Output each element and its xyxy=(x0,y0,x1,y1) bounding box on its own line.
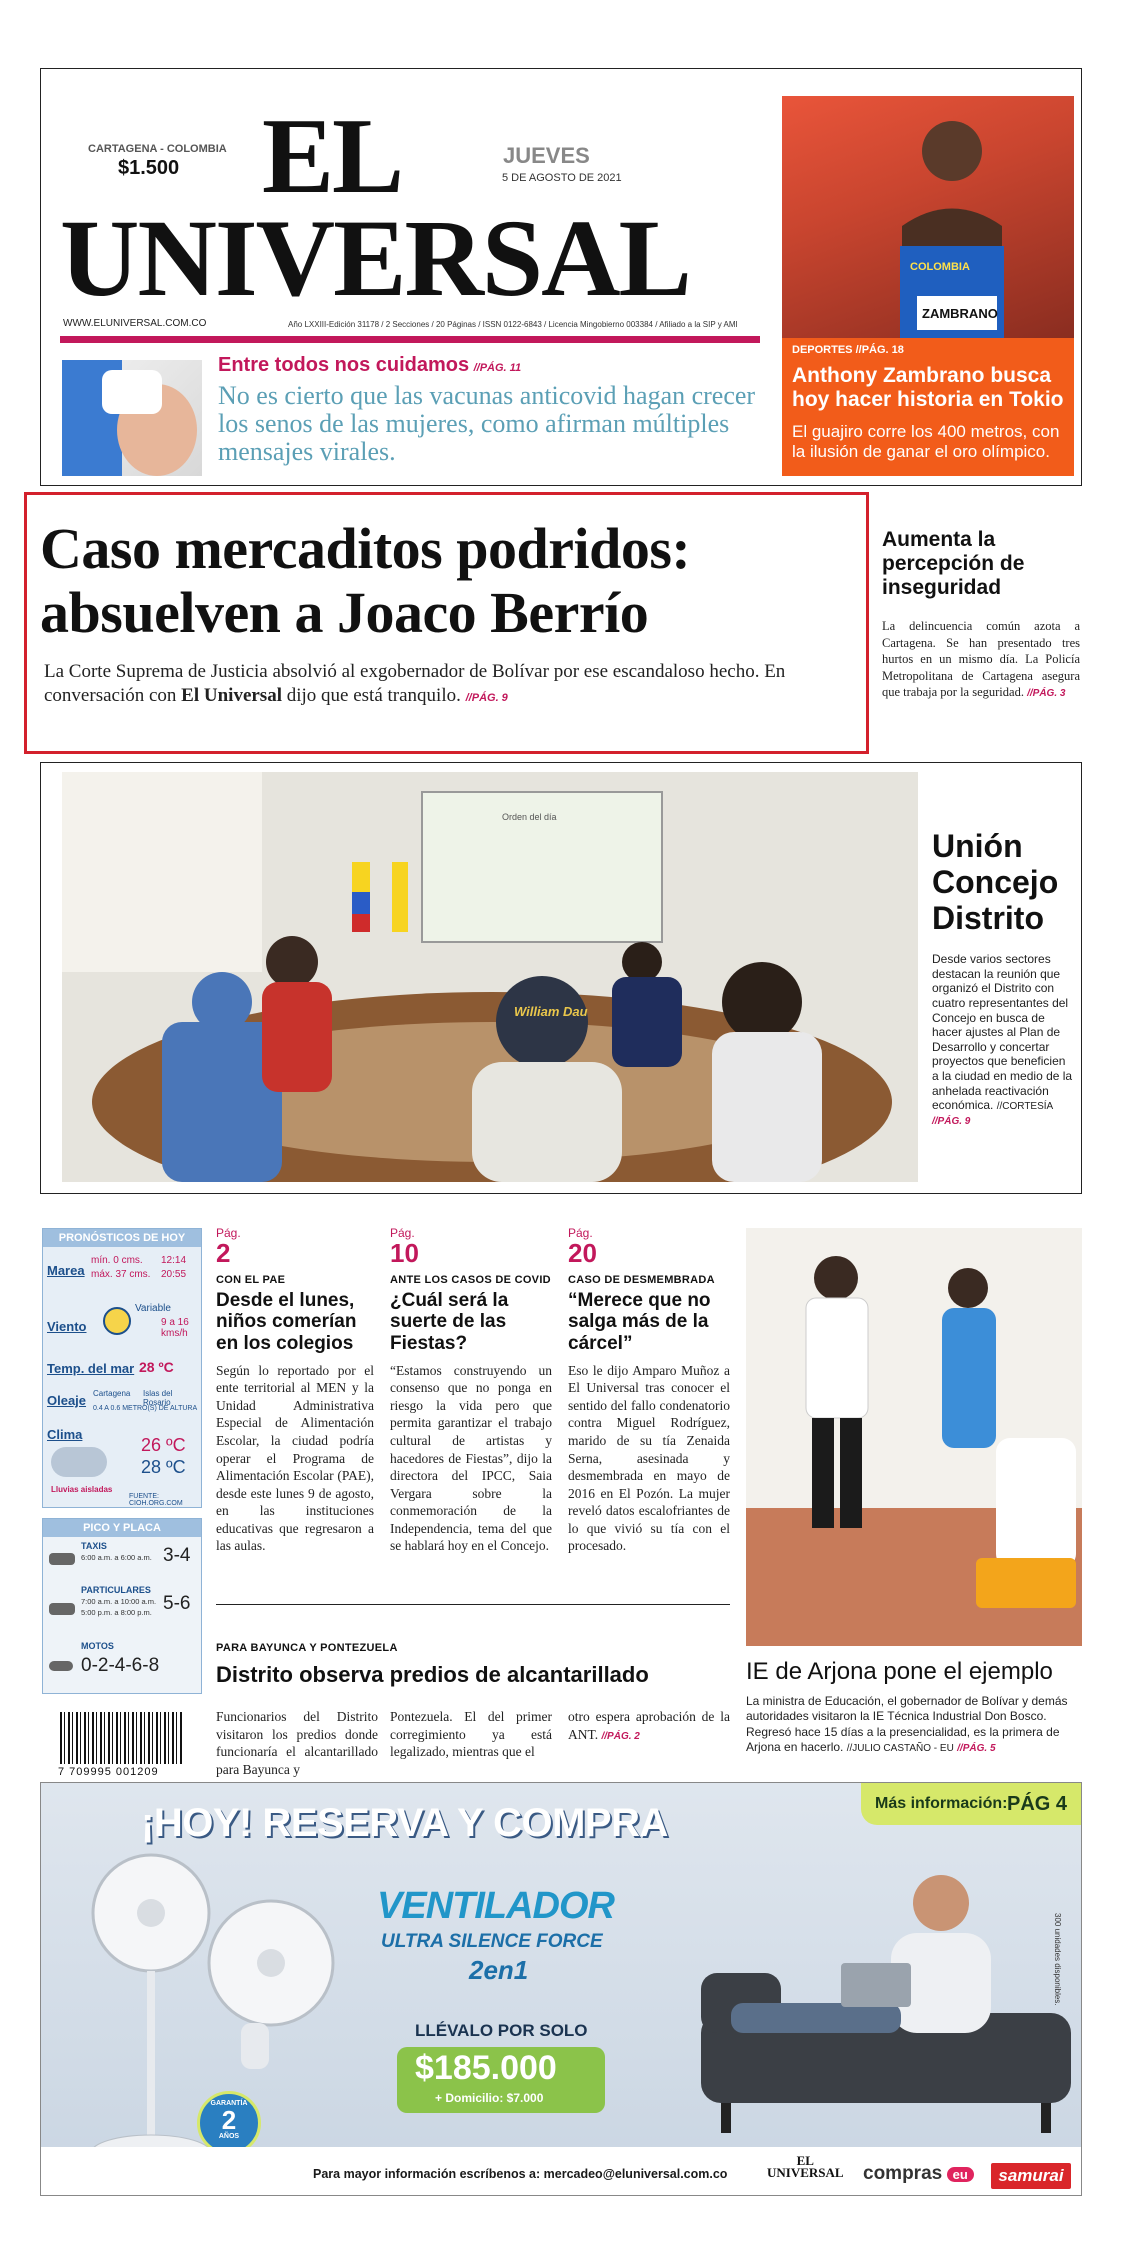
marea-time2: 20:55 xyxy=(161,1269,187,1280)
arjona-photo xyxy=(746,1228,1082,1646)
sports-headline: Anthony Zambrano busca hoy hacer historia en Tokio xyxy=(792,364,1064,411)
weather-title: PRONÓSTICOS DE HOY xyxy=(43,1229,201,1247)
oleaje-city1: Cartagena xyxy=(93,1389,131,1398)
brief-3-headline: “Merece que no salga más de la cárcel” xyxy=(568,1290,711,1354)
security-page-ref[interactable]: //PÁG. 3 xyxy=(1027,688,1066,699)
council-headline-line1[interactable]: Unión xyxy=(932,828,1023,864)
ad-logo2-text: compras xyxy=(863,2163,943,2184)
ad-more-page: PÁG 4 xyxy=(1007,1793,1068,1815)
ad-contact[interactable]: Para mayor información escríbenos a: mercadeo@eluniversal.com.co xyxy=(313,2167,728,2181)
viento-label: Viento xyxy=(47,1319,87,1334)
particulares-hours2: 5:00 p.m. a 8:00 p.m. xyxy=(81,1608,152,1617)
security-headline[interactable]: Aumenta la percepción de inseguridad xyxy=(882,528,1025,600)
marea-max: máx. 37 cms. xyxy=(91,1269,151,1280)
guarantee-top: GARANTÍA xyxy=(210,2100,248,2107)
ad-logo-el-universal xyxy=(767,2155,844,2178)
ad-logo-compras xyxy=(863,2163,974,2185)
particulares-hours1: 7:00 a.m. a 10:00 a.m. xyxy=(81,1597,157,1606)
guarantee-badge xyxy=(197,2091,261,2155)
masthead-day: JUEVES xyxy=(503,143,590,168)
ad-logo1-line1: EL xyxy=(796,2153,814,2168)
sports-page-ref[interactable]: //PÁG. 18 xyxy=(855,344,904,356)
guarantee-bottom: AÑOS xyxy=(218,2133,240,2140)
wind-compass-icon xyxy=(103,1307,131,1335)
masthead-edition-info: Año LXXIII-Edición 31178 / 2 Secciones / 20 Páginas / ISSN 0122-6843 / Licencia Mingobierno 003384 / Afiliado a la SIP y AMI xyxy=(288,320,738,329)
ad-logo-samurai: samurai xyxy=(991,2163,1071,2189)
lead-headline-line1: Caso mercaditos podridos: xyxy=(40,516,691,581)
lead-headline-line2: absuelven a Joaco Berrío xyxy=(40,580,649,645)
lead-text-before: La Corte Suprema de Justicia absolvió al exgobernador de Bolívar por ese escandaloso hecho. En conversación con xyxy=(44,661,786,706)
ad-price: $185.000 xyxy=(415,2049,557,2087)
arjona-page-ref[interactable]: //PÁG. 5 xyxy=(957,1743,996,1755)
ad-twoinone: 2en1 xyxy=(469,1955,529,1985)
sports-panel[interactable] xyxy=(782,338,1074,476)
man-sofa-illustration xyxy=(641,1843,1081,2143)
brief-column-3[interactable] xyxy=(568,1226,730,1555)
council-headline-line2[interactable]: Concejo xyxy=(932,864,1059,900)
council-photo xyxy=(62,772,918,1182)
council-summary xyxy=(932,952,1074,1129)
clima-label: Clima xyxy=(47,1427,83,1442)
council-cap-text: William Dau xyxy=(514,1004,588,1019)
vaccine-photo xyxy=(62,360,202,476)
lead-text-bold: El Universal xyxy=(181,684,282,706)
viento-direction: Variable xyxy=(135,1303,171,1314)
sewer-col3 xyxy=(568,1708,730,1743)
brief-3-kicker: CASO DE DESMEMBRADA xyxy=(568,1274,715,1286)
brief-2-pag-number: 10 xyxy=(390,1238,419,1268)
council-slide-title: Orden del día xyxy=(502,812,557,822)
masthead-city: CARTAGENA - COLOMBIA xyxy=(88,143,227,155)
brief-3-pag-number: 20 xyxy=(568,1238,597,1268)
clima-low: 28 ºC xyxy=(141,1457,186,1477)
sewer-col1: Funcionarios del Distrito visitaron los predios donde funcionaría el alcantarillado para Bayunca y xyxy=(216,1709,378,1777)
ad-more-info-badge[interactable] xyxy=(861,1783,1082,1825)
particulares-digits: 5-6 xyxy=(163,1593,191,1614)
marea-label: Marea xyxy=(47,1263,85,1278)
taxis-hours: 6:00 a.m. a 6:00 a.m. xyxy=(81,1553,152,1562)
sports-summary: El guajiro corre los 400 metros, con la ilusión de ganar el oro olímpico. xyxy=(792,422,1060,462)
sewer-col3-text: otro espera aprobación de la ANT. xyxy=(568,1709,730,1742)
jersey-text: COLOMBIA xyxy=(910,261,970,273)
oleaje-label: Oleaje xyxy=(47,1393,87,1408)
barcode-number: 7 709995 001209 xyxy=(58,1766,159,1778)
taxis-label: TAXIS xyxy=(81,1541,107,1551)
guarantee-number: 2 xyxy=(221,2105,237,2135)
briefs-divider xyxy=(216,1604,730,1605)
masthead-title-universal: UNIVERSAL xyxy=(60,197,690,319)
ad-logo2-badge: eu xyxy=(947,2167,974,2182)
barcode xyxy=(60,1712,184,1764)
council-headline-line3[interactable]: Distrito xyxy=(932,900,1044,936)
brief-2-pag-label: Pág. xyxy=(390,1226,415,1240)
moto-icon xyxy=(49,1661,73,1671)
ad-logo1-line2: UNIVERSAL xyxy=(767,2164,844,2180)
mar-temp: 28 ºC xyxy=(139,1359,174,1375)
ad-banner: ¡HOY! RESERVA Y COMPRA xyxy=(141,1801,668,1845)
brief-1-pag-label: Pág. xyxy=(216,1226,241,1240)
arjona-summary xyxy=(746,1694,1082,1756)
sewer-kicker: PARA BAYUNCA Y PONTEZUELA xyxy=(216,1642,398,1654)
ad-cta: LLÉVALO POR SOLO xyxy=(415,2021,588,2040)
sewer-headline[interactable]: Distrito observa predios de alcantarillado xyxy=(216,1662,649,1687)
lead-text-after: dijo que está tranquilo. xyxy=(286,684,461,706)
clima-high: 26 ºC xyxy=(141,1435,186,1455)
masthead-date: 5 DE AGOSTO DE 2021 xyxy=(502,172,622,184)
marea-min: mín. 0 cms. xyxy=(91,1255,143,1266)
motos-digits: 0-2-4-6-8 xyxy=(81,1655,160,1676)
lead-summary xyxy=(44,660,844,708)
athlete-illustration xyxy=(782,96,1074,338)
council-credit: //CORTESÍA xyxy=(996,1101,1054,1113)
brief-3-text: Eso le dijo Amparo Muñoz a El Universal tras conocer el sentido del fallo condenatorio contra Miguel Rodríguez, marido de su tía Zenaida Serna, asesinada y desmembrada en mayo de 2016 en El Pozón. La mujer reveló datos escalofriantes de lo que vivió su tía con el procesado. xyxy=(568,1362,730,1554)
council-text: Desde varios sectores destacan la reunión que organizó el Distrito con cuatro representantes del Concejo en busca de hacer ajustes al Plan de Desarrollo y concertar proyectos que beneficien a la ciudad en medio de la anhelada reactivación económica. xyxy=(932,952,1073,1113)
vaccine-kicker: Entre todos nos cuidamos xyxy=(218,354,470,376)
brief-1-text: Según lo reportado por el ente territorial al MEN y la Unidad Administrativa Especial de Alimentación Escolar, la ciudad podría operar el Programa de Alimentación Escolar (PAE), desde este lunes 9 de agosto, en las instituciones educativas que regresaron a las aulas. xyxy=(216,1362,374,1554)
clima-note: Lluvias aisladas xyxy=(51,1485,113,1494)
ad-subtitle: ULTRA SILENCE FORCE xyxy=(381,1931,603,1952)
arjona-text: La ministra de Educación, el gobernador de Bolívar y demás autoridades visitaron la IE Técnica Industrial Don Bosco. Regresó hace 15 días a la presencialidad, es la primera de Arjona en hacerlo. xyxy=(746,1694,1068,1755)
sports-photo xyxy=(782,96,1074,338)
brief-2-kicker: ANTE LOS CASOS DE COVID xyxy=(390,1274,551,1286)
pico-title: PICO Y PLACA xyxy=(43,1519,201,1537)
vaccine-page-ref[interactable]: //PÁG. 11 xyxy=(473,362,522,374)
sewer-col2: Pontezuela. El del primer corregimiento ya está legalizado, mientras que el xyxy=(390,1709,552,1760)
arjona-credit: //JULIO CASTAÑO - EU xyxy=(846,1743,954,1755)
security-text xyxy=(882,618,1080,701)
masthead-website[interactable]: WWW.ELUNIVERSAL.COM.CO xyxy=(63,318,207,329)
ad-price-box[interactable] xyxy=(397,2047,605,2113)
vaccine-text[interactable]: No es cierto que las vacunas anticovid hagan crecer los senos de las mujeres, como afirman múltiples mensajes virales. xyxy=(218,381,756,466)
brief-2-headline: ¿Cuál será la suerte de las Fiestas? xyxy=(390,1290,509,1354)
brief-column-1[interactable] xyxy=(216,1226,374,1555)
weather-source: FUENTE: CIOH.ORG.COM xyxy=(129,1493,183,1507)
lead-page-ref[interactable]: //PÁG. 9 xyxy=(465,691,508,704)
motos-label: MOTOS xyxy=(81,1641,114,1651)
ad-units: 300 unidades disponibles. xyxy=(1053,1913,1062,2006)
brief-column-2[interactable] xyxy=(390,1226,552,1555)
sports-kicker: DEPORTES xyxy=(792,344,853,356)
brief-2-text: “Estamos construyendo un consenso que no ponga en riesgo la vida pero que permita garantizar el trabajo cultural de artistas y hacedores de Fiestas”, dijo la directora del IPCC, Saia Vergara sobre la conmemoración de la Independencia, tema del que se hablará hoy en el Concejo. xyxy=(390,1362,552,1554)
viento-speed: 9 a 16 kms/h xyxy=(161,1317,189,1339)
marea-time1: 12:14 xyxy=(161,1255,187,1266)
pico-box xyxy=(42,1518,202,1694)
ad-delivery: + Domicilio: $7.000 xyxy=(435,2091,544,2105)
ad-more-info: Más información: xyxy=(875,1795,1008,1812)
oleaje-value: 0.4 A 0.6 METRO(S) DE ALTURA xyxy=(93,1405,198,1412)
cloud-rain-icon xyxy=(51,1447,107,1477)
security-body: La delincuencia común azota a Cartagena. Se han presentado tres hurtos en un mismo día. La Policía Metropolitana de Cartagena asegura que trabaja por la seguridad. xyxy=(882,619,1080,699)
oleaje-city2: Islas del Rosario xyxy=(143,1389,173,1407)
weather-box xyxy=(42,1228,202,1508)
car-icon xyxy=(49,1603,75,1615)
masthead-title-el: EL xyxy=(262,97,403,216)
masthead-rule xyxy=(60,336,760,343)
mar-label: Temp. del mar xyxy=(47,1361,135,1376)
bib-text: ZAMBRANO xyxy=(922,306,998,321)
arjona-headline[interactable]: IE de Arjona pone el ejemplo xyxy=(746,1658,1053,1685)
council-page-ref[interactable]: //PÁG. 9 xyxy=(932,1116,971,1128)
taxi-icon xyxy=(49,1553,75,1565)
brief-1-pag-number: 2 xyxy=(216,1238,231,1268)
brief-1-headline: Desde el lunes, niños comerían en los colegios xyxy=(216,1290,357,1354)
brief-3-pag-label: Pág. xyxy=(568,1226,593,1240)
masthead-price: $1.500 xyxy=(118,157,180,179)
ad-product: VENTILADOR xyxy=(377,1885,614,1927)
taxis-digits: 3-4 xyxy=(163,1545,191,1566)
sewer-page-ref[interactable]: //PÁG. 2 xyxy=(601,1730,640,1742)
brief-1-kicker: CON EL PAE xyxy=(216,1274,286,1286)
ad-panel[interactable] xyxy=(40,1782,1082,2196)
particulares-label: PARTICULARES xyxy=(81,1585,151,1595)
